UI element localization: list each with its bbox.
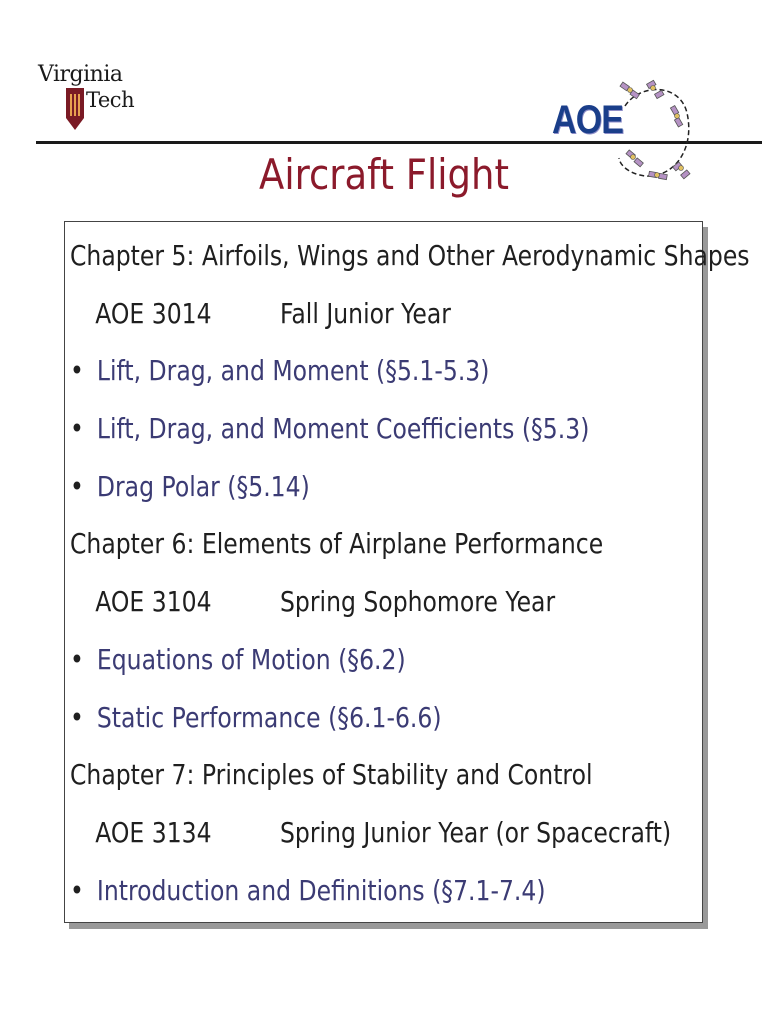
course-term: Spring Sophomore Year — [280, 585, 556, 619]
bullet-text: Static Performance (§6.1-6.6) — [96, 700, 442, 734]
bullet-item — [70, 406, 624, 464]
course-line — [70, 579, 624, 637]
bullet-item — [70, 868, 624, 926]
bullet-icon: • — [70, 412, 84, 446]
course-code: AOE 3104 — [95, 585, 212, 619]
bullet-icon: • — [70, 700, 84, 734]
bullet-item — [70, 695, 624, 753]
slide-title: Aircraft Flight — [259, 150, 509, 199]
bullet-item — [70, 348, 624, 406]
vt-logo-word-tech: Tech — [86, 88, 135, 112]
course-term: Fall Junior Year — [280, 296, 451, 330]
bullet-text: Lift, Drag, and Moment Coefficients (§5.3) — [96, 412, 590, 446]
bullet-item — [70, 464, 624, 522]
course-line — [70, 291, 624, 349]
bullet-icon: • — [70, 873, 84, 907]
bullet-text: Lift, Drag, and Moment (§5.1-5.3) — [96, 354, 490, 388]
bullet-icon: • — [70, 469, 84, 503]
course-term: Spring Junior Year (or Spacecraft) — [280, 815, 672, 849]
vt-logo-word-virginia: Virginia — [38, 62, 123, 87]
chapter-heading: Chapter 5: Airfoils, Wings and Other Aerodynamic Shapes — [70, 239, 750, 272]
course-code: AOE 3014 — [95, 296, 212, 330]
virginia-tech-logo — [34, 60, 144, 140]
course-line — [70, 810, 672, 868]
chapter-heading: Chapter 7: Principles of Stability and Control — [70, 758, 593, 792]
bullet-text: Equations of Motion (§6.2) — [96, 642, 406, 676]
vt-shield-icon — [64, 88, 86, 132]
bullet-item — [70, 637, 624, 695]
bullet-text: Introduction and Definitions (§7.1-7.4) — [96, 873, 546, 907]
course-code: AOE 3134 — [95, 815, 212, 849]
bullet-text: Drag Polar (§5.14) — [96, 469, 310, 503]
bullet-icon: • — [70, 642, 84, 676]
content-list — [70, 233, 750, 925]
bullet-icon: • — [70, 354, 84, 388]
aoe-logo-text: AOE — [552, 98, 624, 142]
chapter-heading: Chapter 6: Elements of Airplane Performance — [70, 527, 604, 561]
